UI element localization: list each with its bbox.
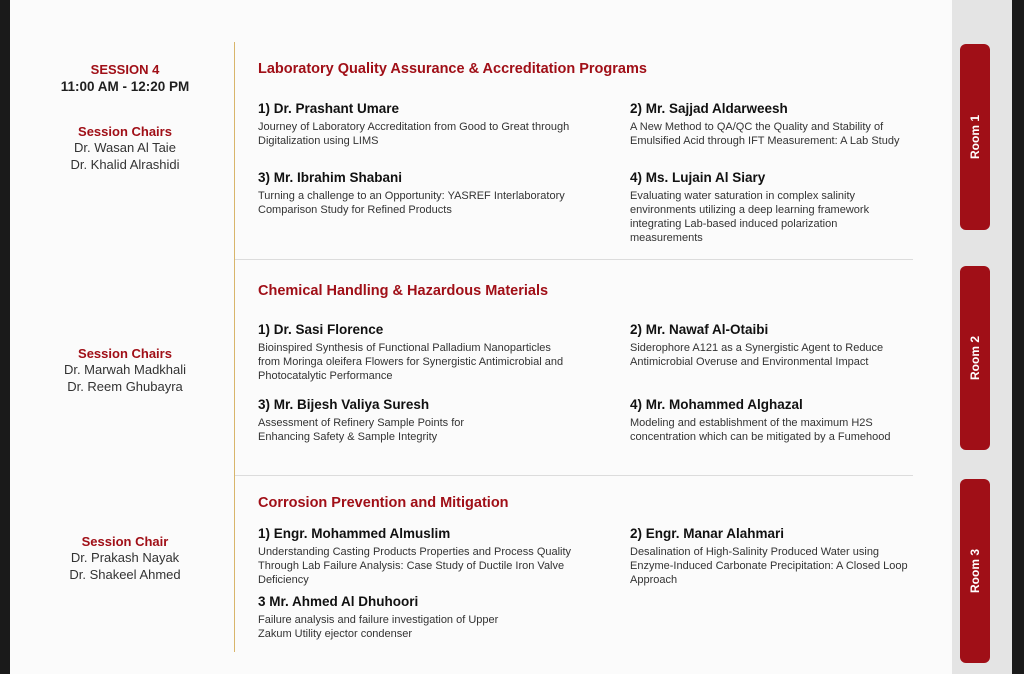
talk-title: Bioinspired Synthesis of Functional Palladium Nanoparticles from Moringa oleifera Flowers for Synergistic Antimicrobial and Photocatalytic Performance [258,342,564,382]
chair-name: Dr. Reem Ghubayra [67,379,183,394]
chair-name: Dr. Khalid Alrashidi [70,157,180,172]
block1-chairs [10,124,240,173]
block-title: Corrosion Prevention and Mitigation [258,495,509,511]
talk-speaker: 3 Mr. Ahmed Al Dhuhoori [258,594,419,609]
talk-speaker: 1) Dr. Prashant Umare [258,101,400,116]
chairs-label: Session Chair [81,534,169,549]
room-label: Room 1 [968,114,983,160]
talk-title: Journey of Laboratory Accreditation from Good to Great through Digitalization using LIMS [258,121,570,147]
talk-item [630,397,930,444]
chairs-label: Session Chairs [78,124,172,139]
program-page [10,0,1012,674]
chair-name: Dr. Prakash Nayak [70,550,180,565]
talk-speaker: 1) Dr. Sasi Florence [258,322,384,337]
room-label: Room 2 [968,335,983,381]
session-time: 11:00 AM - 12:20 PM [60,79,190,94]
block2-chairs [10,346,240,395]
vertical-divider [234,42,235,652]
room-tab [960,479,990,663]
talk-item [630,526,910,587]
room-label: Room 3 [968,548,983,594]
room-tab [960,266,990,450]
talk-speaker: 4) Ms. Lujain Al Siary [630,170,766,185]
talk-speaker: 3) Mr. Ibrahim Shabani [258,170,403,185]
talk-title: Modeling and establishment of the maximum H2S concentration which can be mitigated by a Fumehood [630,417,891,443]
talk-title: Failure analysis and failure investigation of Upper Zakum Utility ejector condenser [258,614,499,640]
talk-item [630,101,930,148]
session-title: SESSION 4 [90,62,160,77]
room-tab [960,44,990,230]
chairs-label: Session Chairs [78,346,172,361]
talk-title: Assessment of Refinery Sample Points for Enhancing Safety & Sample Integrity [258,417,465,443]
talk-item [258,397,498,444]
talk-item [258,594,523,641]
talk-title: Desalination of High-Salinity Produced Water using Enzyme-Induced Carbonate Precipitation: A Closed Loop Approach [630,546,908,586]
block-title: Chemical Handling & Hazardous Materials [258,283,549,299]
talk-item [258,170,568,217]
session-header [10,62,240,94]
talk-speaker: 2) Mr. Sajjad Aldarweesh [630,101,788,116]
talk-speaker: 2) Mr. Nawaf Al-Otaibi [630,322,769,337]
talk-speaker: 4) Mr. Mohammed Alghazal [630,397,803,412]
talk-title: Siderophore A121 as a Synergistic Agent to Reduce Antimicrobial Overuse and Environmental Impact [630,342,884,368]
talk-title: Evaluating water saturation in complex salinity environments utilizing a deep learning framework integrating Lab-based induced polarization measurements [630,190,870,244]
block3-chairs [10,534,240,583]
talk-speaker: 3) Mr. Bijesh Valiya Suresh [258,397,430,412]
chair-name: Dr. Wasan Al Taie [74,140,176,155]
block-title: Laboratory Quality Assurance & Accreditation Programs [258,61,647,77]
block-divider [235,475,913,476]
talk-speaker: 1) Engr. Mohammed Almuslim [258,526,451,541]
talk-item [630,170,895,245]
talk-item [258,526,578,587]
talk-speaker: 2) Engr. Manar Alahmari [630,526,785,541]
talk-title: Understanding Casting Products Properties and Process Quality Through Lab Failure Analysis: Case Study of Ductile Iron Valve Deficiency [258,546,572,586]
talk-title: A New Method to QA/QC the Quality and Stability of Emulsified Acid through IFT Measurement: A Lab Study [630,121,900,147]
talk-item [258,101,588,148]
talk-item [630,322,910,369]
chair-name: Dr. Marwah Madkhali [63,362,187,377]
chair-name: Dr. Shakeel Ahmed [69,567,181,582]
talk-item [258,322,568,383]
talk-title: Turning a challenge to an Opportunity: YASREF Interlaboratory Comparison Study for Refined Products [258,190,565,216]
block-divider [235,259,913,260]
